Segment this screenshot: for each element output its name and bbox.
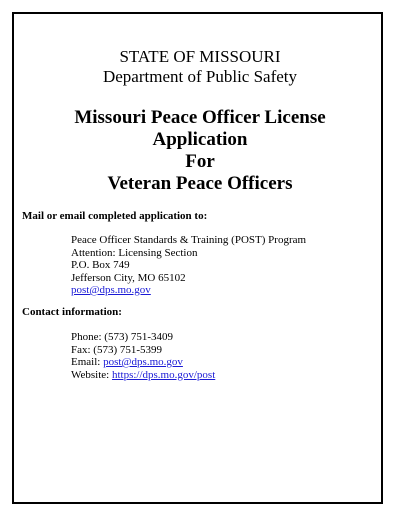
mail-email-link[interactable]: post@dps.mo.gov [71,284,151,296]
email-label: Email: [71,356,104,368]
po-box: P.O. Box 749 [71,259,130,271]
website-link[interactable]: https://dps.mo.gov/post [111,368,216,381]
program-name: Peace Officer Standards & Training (POST) Program [71,234,307,246]
title-line-4: Veteran Peace Officers [107,173,293,194]
state-heading: STATE OF MISSOURI [119,47,281,66]
title-line-3: For [185,151,215,172]
website-label: Website: [71,368,112,381]
email-line [71,356,215,369]
attention-line: Attention: Licensing Section [71,246,198,259]
website-line [71,369,215,382]
contact-section-label: Contact information: [22,306,122,318]
document-title [0,107,400,195]
title-line-1: Missouri Peace Officer License [74,107,326,128]
mailing-address [71,234,306,297]
mail-section-label: Mail or email completed application to: [22,210,208,222]
title-line-2: Application [152,129,248,150]
phone-number: Phone: (573) 751-3409 [71,331,174,343]
city-state-zip: Jefferson City, MO 65102 [71,271,186,284]
department-heading: Department of Public Safety [102,67,298,86]
fax-number: Fax: (573) 751-5399 [71,343,163,356]
contact-email-link[interactable]: post@dps.mo.gov [103,356,183,368]
contact-details [71,331,215,381]
